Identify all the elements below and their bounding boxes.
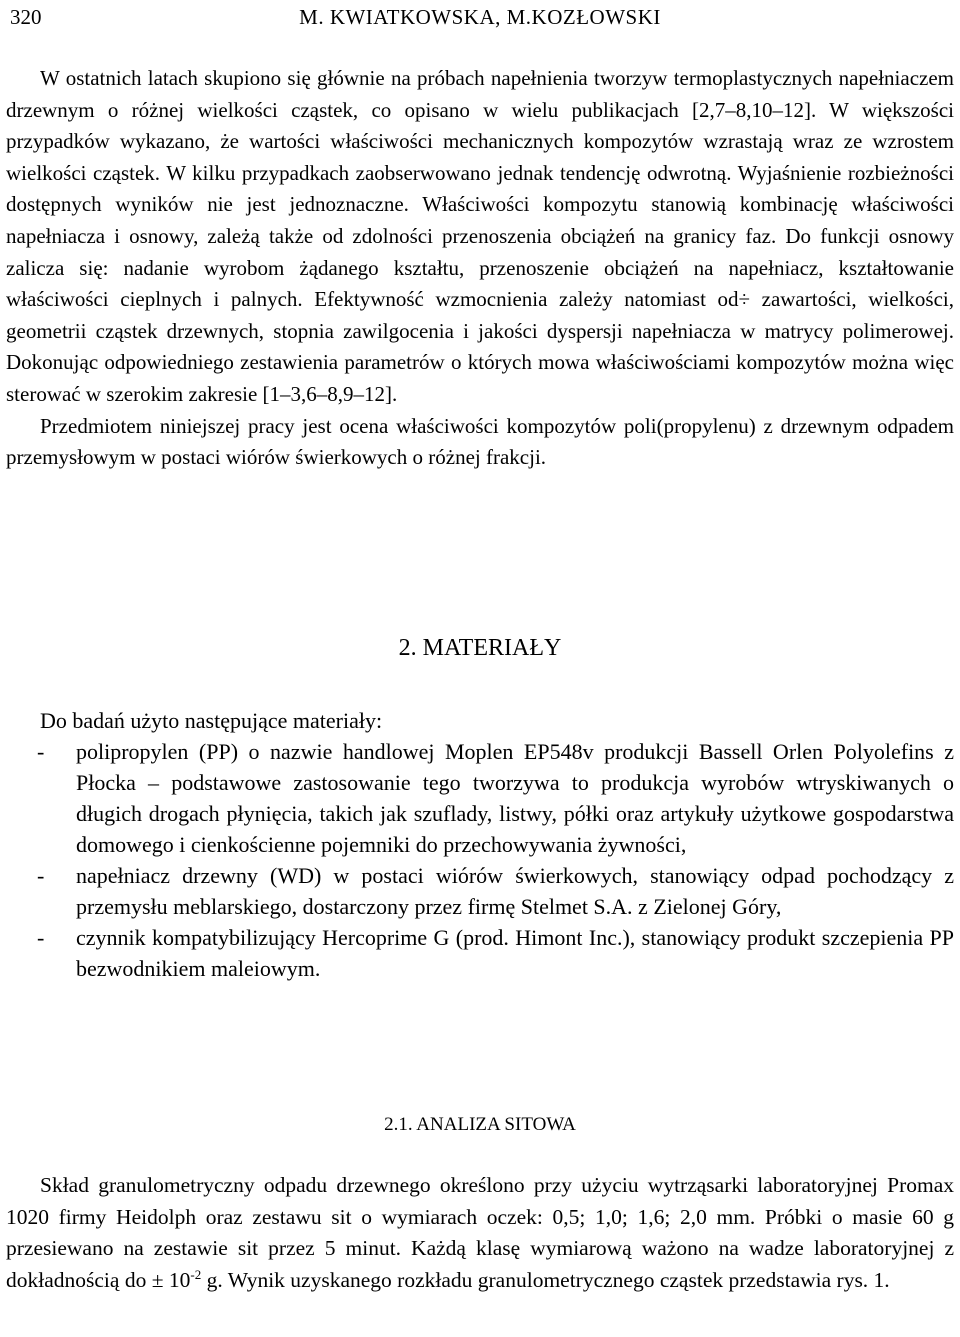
intro-paragraph: W ostatnich latach skupiono się głównie na próbach napełnienia tworzyw termoplastycznych napełniaczem drzewnym o różnej wielkości cząstek, co opisano w wielu publikacjach [2,7–8,10–12]. W większości przypadków wykazano, że wartości właściwości mechanicznych kompozytów wzrastają wraz ze wzrostem wielkości cząstek. W kilku przypadkach zaobserwowano jednak tendencję odwrotną. Wyjaśnienie rozbieżności dostępnych wyników nie jest jednoznaczne. Właściwości kompozytu stanowią kombinację właściwości napełniacza i osnowy, zależą także od zdolności przenoszenia obciążeń na granicy faz. Do funkcji osnowy zalicza się: nadanie wyrobom żądanego kształtu, przenoszenie obciążeń na napełniacz, kształtowanie właściwości cieplnych i palnych. Efektywność wzmocnienia zależy natomiast od÷ zawartości, wielkości, geometrii cząstek drzewnych, stopnia zawilgocenia i jakości dyspersji napełniacza w matrycy polimerowej. Dokonując odpowiedniego zestawienia parametrów o których mowa właściwościami kompozytów można więc sterować w szerokim zakresie [1–3,6–8,9–12]. (6, 66, 954, 406)
list-item-text: polipropylen (PP) o nazwie handlowej Moplen EP548v produkcji Bassell Orlen Polyolefins z Płocka – podstawowe zastosowanie tego tworzywa to produkcja wyrobów wtryskiwanych o długich drogach płynięcia, takich jak szuflady, listwy, półki oraz artykuły użytkowe gospodarstwa domowego i cienkościenne pojemniki do przechowywania żywności, (76, 739, 954, 857)
list-dash: - (37, 925, 45, 950)
intro-section (0, 63, 960, 474)
list-dash: - (37, 739, 45, 764)
subsection-heading-sieve-analysis: 2.1. ANALIZA SITOWA (384, 1114, 576, 1135)
materials-list (0, 736, 960, 984)
materials-lead: Do badań użyto następujące materiały: (40, 708, 383, 733)
running-header (10, 0, 950, 34)
list-dash: - (37, 863, 45, 888)
section-heading-materials: 2. MATERIAŁY (398, 635, 562, 661)
sieve-analysis-section (0, 1170, 960, 1296)
list-item (0, 922, 960, 984)
sieve-text-end: g. Wynik uzyskanego rozkładu granulometrycznego cząstek przedstawia rys. 1. (201, 1267, 890, 1292)
page-number: 320 (10, 5, 42, 29)
running-header-authors: M. KWIATKOWSKA, M.KOZŁOWSKI (299, 5, 661, 29)
exponent: -2 (190, 1266, 202, 1282)
list-item (0, 860, 960, 922)
materials-section (0, 705, 960, 984)
sieve-text-start: Skład granulometryczny odpadu drzewnego określono przy użyciu wytrząsarki laboratoryjnej Promax 1020 firmy Heidolph oraz zestawu sit o wymiarach oczek: 0,5; 1,0; 1,6; 2,0 mm. Próbki o masie 60 g przesiewano na zestawie sit przez 5 minut. Każdą klasę wymiarową ważono na wadze laboratoryjnej z dokładnością do ± 10 (6, 1173, 954, 1292)
aim-paragraph: Przedmiotem niniejszej pracy jest ocena właściwości kompozytów poli(propylenu) z drzewnym odpadem przemysłowym w postaci wiórów świerkowych o różnej frakcji. (6, 413, 954, 470)
list-item-text: czynnik kompatybilizujący Hercoprime G (prod. Himont Inc.), stanowiący produkt szczepienia PP bezwodnikiem maleiowym. (76, 925, 954, 981)
list-item-text: napełniacz drzewny (WD) w postaci wiórów świerkowych, stanowiący odpad pochodzący z przemysłu meblarskiego, dostarczony przez firmę Stelmet S.A. z Zielonej Góry, (76, 863, 954, 919)
list-item (0, 736, 960, 860)
sieve-paragraph (0, 1170, 960, 1296)
